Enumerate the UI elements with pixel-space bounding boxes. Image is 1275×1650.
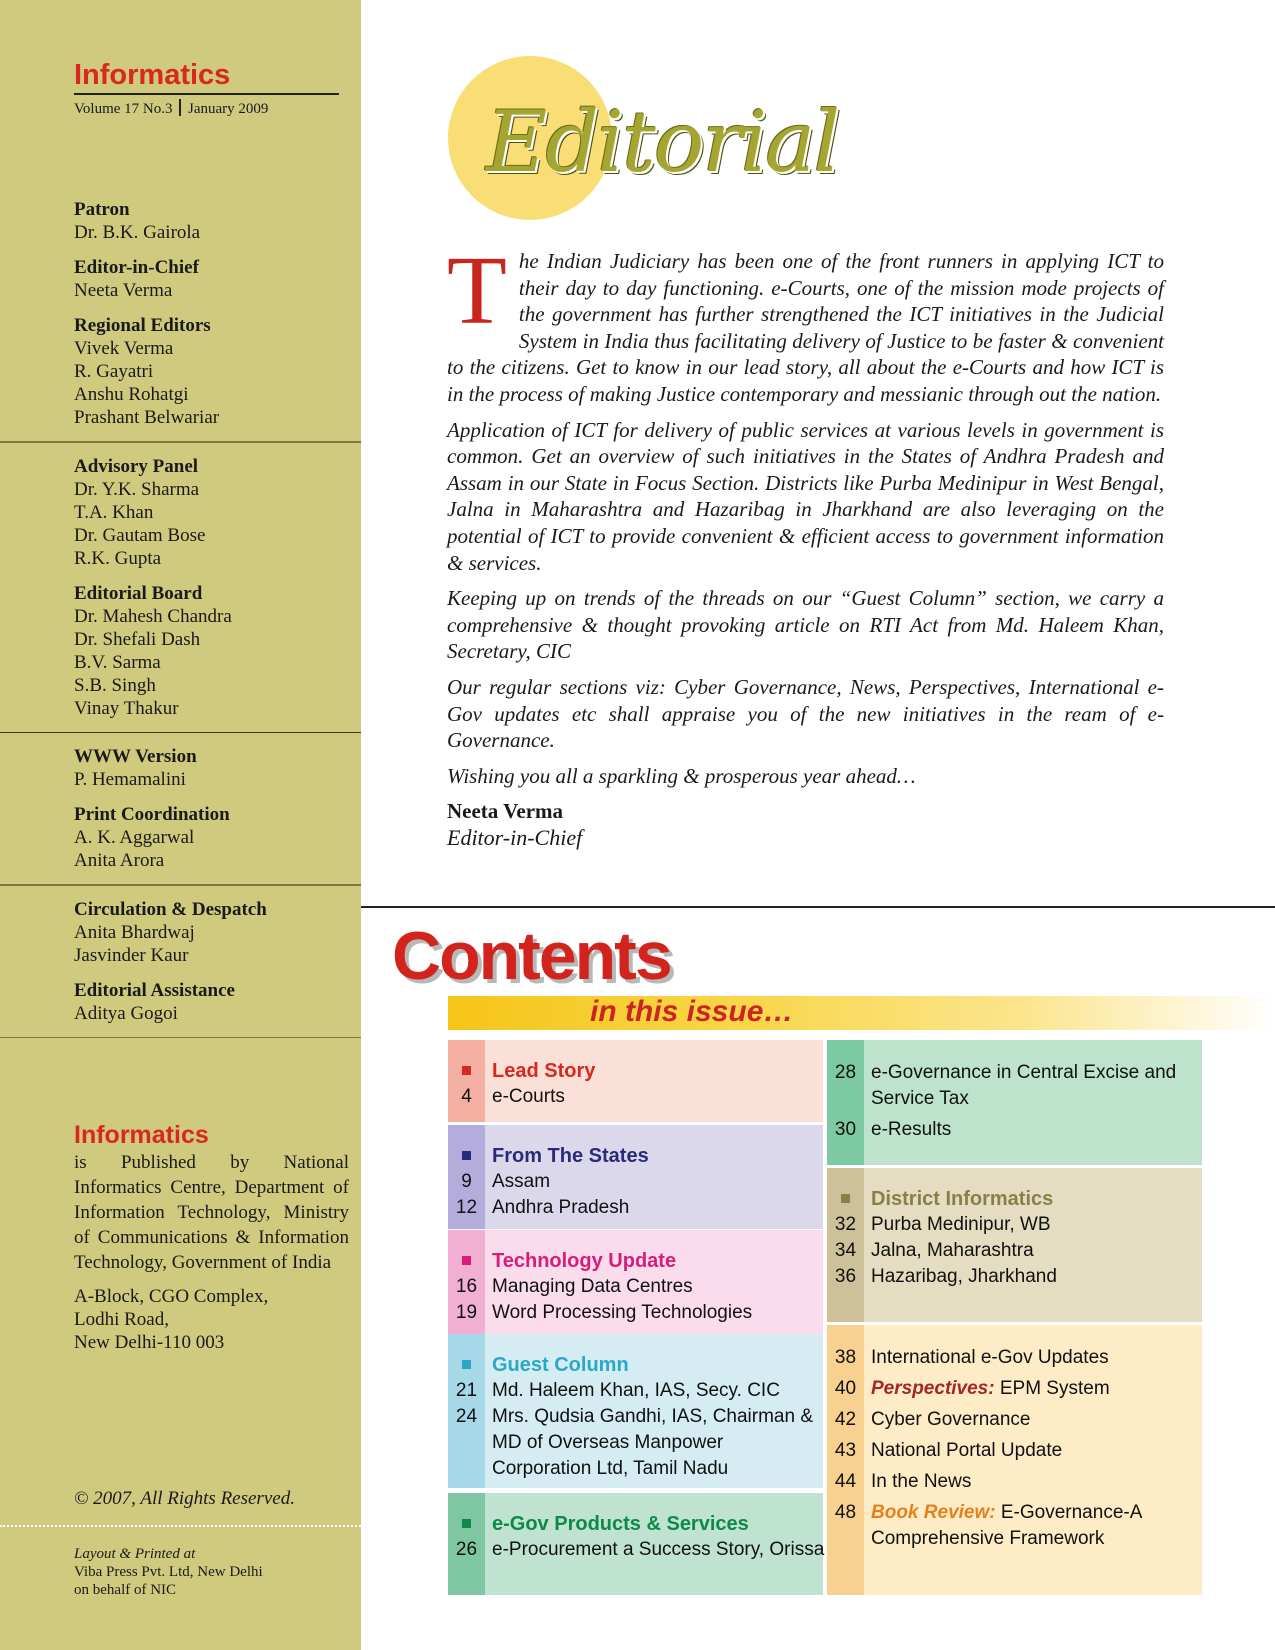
address-line: Lodhi Road, [74, 1309, 169, 1330]
contents-entry[interactable] [827, 1060, 1202, 1086]
address-line: A-Block, CGO Complex, [74, 1286, 269, 1307]
credit-role: Regional Editors [74, 315, 211, 336]
credit-group [74, 314, 354, 429]
contents-entry[interactable] [448, 1537, 823, 1563]
credit-role: WWW Version [74, 746, 197, 767]
contents-entry[interactable] [827, 1212, 1202, 1238]
entry-text: Purba Medinipur, WB [871, 1214, 1051, 1235]
editorial-paragraph: Our regular sections viz: Cyber Governance, News, Perspectives, International e-Gov updates etc shall appraise you of the new initiatives in the ream of e-Governance. [447, 674, 1164, 753]
credit-role: Circulation & Despatch [74, 898, 267, 920]
in-this-issue-label: in this issue… [590, 995, 794, 1028]
credit-name: Dr. Gautam Bose [74, 524, 206, 546]
editorial-paragraph [447, 237, 1164, 408]
printer-credit [74, 1545, 263, 1599]
entry-title [492, 1537, 825, 1563]
credit-name: B.V. Sarma [74, 651, 161, 673]
contents-section [448, 1230, 823, 1334]
credit-role: Patron [74, 199, 130, 220]
credit-group [74, 455, 354, 570]
volume-number: Volume 17 No.3 [74, 101, 173, 117]
entry-title [871, 1407, 1198, 1433]
entry-text: Assam [492, 1171, 551, 1192]
contents-entry[interactable] [448, 1084, 823, 1110]
entry-text: MD of Overseas Manpower [492, 1432, 724, 1453]
editorial-paragraph: Keeping up on trends of the threads on our “Guest Column” section, we carry a comprehensive & thought provoking article on RTI Act from Md. Haleem Khan, Secretary, CIC [447, 586, 1164, 664]
page-number: 32 [834, 1214, 857, 1235]
contents-entry-continuation [448, 1430, 823, 1456]
contents-entry[interactable] [448, 1300, 823, 1326]
sidebar-divider [0, 441, 361, 443]
printer-name: Viba Press Pvt. Ltd, New Delhi [74, 1564, 263, 1580]
sidebar-divider [0, 732, 361, 734]
entry-text: Cyber Governance [871, 1409, 1031, 1430]
copyright-notice: © 2007, All Rights Reserved. [74, 1488, 295, 1509]
credit-name: Dr. B.K. Gairola [74, 222, 201, 243]
entry-text: Word Processing Technologies [492, 1302, 753, 1323]
entry-label: Book Review: [871, 1502, 996, 1523]
sidebar-divider [0, 884, 361, 886]
contents-entry[interactable] [827, 1238, 1202, 1264]
page-number: 9 [461, 1171, 472, 1192]
credit-name: Aditya Gogoi [74, 1002, 178, 1024]
entry-text: e-Courts [492, 1086, 565, 1107]
contents-section [448, 1493, 823, 1595]
entry-text: International e-Gov Updates [871, 1347, 1109, 1368]
contents-entry[interactable] [827, 1264, 1202, 1290]
dotted-divider [0, 1525, 361, 1527]
entry-text: Md. Haleem Khan, IAS, Secy. CIC [492, 1380, 780, 1401]
page-number: 24 [455, 1406, 478, 1427]
contents-heading: Contents [392, 918, 671, 994]
credit-name: S.B. Singh [74, 674, 156, 696]
entry-title [871, 1212, 1198, 1238]
contents-entry[interactable] [448, 1378, 823, 1404]
credit-name: Vivek Verma [74, 338, 174, 359]
signature-name: Neeta Verma [447, 799, 564, 824]
credit-name: R. Gayatri [74, 361, 154, 382]
issue-separator [179, 99, 181, 116]
entry-text: Corporation Ltd, Tamil Nadu [492, 1458, 729, 1479]
issue-date: January 2009 [187, 101, 269, 117]
contents-entry-continuation [448, 1456, 823, 1482]
entry-title [871, 1060, 1198, 1086]
editorial-heading: Editorial [486, 93, 839, 191]
entry-title [871, 1345, 1198, 1371]
page-number: 12 [455, 1197, 478, 1218]
entry-text: Jalna, Maharashtra [871, 1240, 1034, 1261]
page-number: 40 [834, 1378, 857, 1399]
credit-role: Editorial Board [74, 582, 203, 604]
printer-note: on behalf of NIC [74, 1582, 177, 1598]
entry-text: e-Governance in Central Excise and [871, 1062, 1177, 1083]
contents-entry-continuation [827, 1086, 1202, 1112]
entry-text: Mrs. Qudsia Gandhi, IAS, Chairman & [492, 1406, 814, 1427]
credit-role: Editorial Assistance [74, 979, 235, 1001]
editorial-paragraph: Wishing you all a sparkling & prosperous year ahead… [447, 763, 916, 788]
credit-name: Anita Bhardwaj [74, 921, 195, 943]
masthead-rule [74, 93, 339, 95]
credit-name: Prashant Belwariar [74, 407, 220, 428]
page-number: 44 [834, 1471, 857, 1492]
entry-title [871, 1117, 1198, 1143]
page-number: 19 [455, 1302, 478, 1323]
credit-name: P. Hemamalini [74, 769, 186, 790]
entry-title [492, 1378, 819, 1404]
entry-text: Managing Data Centres [492, 1276, 693, 1297]
credit-group [74, 256, 354, 302]
entry-text: Comprehensive Framework [871, 1528, 1105, 1549]
credit-name: Jasvinder Kaur [74, 944, 189, 966]
entry-text: Andhra Pradesh [492, 1197, 630, 1218]
entry-text: In the News [871, 1471, 972, 1492]
contents-entry[interactable] [448, 1195, 823, 1221]
contents-section [448, 1334, 823, 1488]
page-number: 28 [834, 1062, 857, 1083]
contents-entry[interactable] [827, 1469, 1202, 1495]
contents-section [448, 1125, 823, 1229]
credit-name: Vinay Thakur [74, 697, 179, 719]
contents-entry[interactable] [827, 1500, 1202, 1526]
page-number: 42 [834, 1409, 857, 1430]
credit-name: Dr. Y.K. Sharma [74, 478, 200, 500]
credit-role: Editor-in-Chief [74, 257, 199, 278]
section-divider [361, 906, 1275, 908]
credit-group [74, 803, 354, 872]
publisher-title: Informatics [74, 1121, 209, 1149]
page-number: 43 [834, 1440, 857, 1461]
entry-text: e-Results [871, 1119, 952, 1140]
contents-entry[interactable] [448, 1274, 823, 1300]
address-line: New Delhi-110 003 [74, 1332, 225, 1353]
issue-line [74, 99, 268, 119]
contents-entry[interactable] [827, 1376, 1202, 1402]
in-this-issue-banner [448, 996, 1275, 1030]
entry-title [492, 1169, 819, 1195]
printed-by-label: Layout & Printed at [74, 1546, 196, 1562]
entry-text: EPM System [994, 1378, 1110, 1399]
section-title: Technology Update [492, 1250, 677, 1272]
entry-title [871, 1376, 1198, 1402]
credit-role: Print Coordination [74, 804, 230, 825]
masthead-title: Informatics [74, 59, 231, 91]
credit-name: Dr. Mahesh Chandra [74, 605, 232, 627]
contents-entry[interactable] [827, 1117, 1202, 1143]
credit-name: Anita Arora [74, 850, 165, 871]
credit-group [74, 582, 354, 720]
paragraph-text: he Indian Judiciary has been one of the front runners in applying ICT to their day to day functioning. e-Courts, one of the mission mode projects of the government has further strengthened the ICT initiatives in the Judicial System in India thus facilitating delivery of Justice to be faster & convenient to the citizens. Get to know in our lead story, all about the e-Courts and how ICT is in the process of making Justice contemporary and messianic through out the nation. [447, 249, 1164, 406]
editorial-body [447, 237, 1164, 851]
section-title: e-Gov Products & Services [492, 1513, 749, 1535]
credit-group [74, 979, 354, 1025]
credit-name: A. K. Aggarwal [74, 827, 195, 848]
drop-cap: T [447, 237, 507, 345]
page-number: 38 [834, 1347, 857, 1368]
credit-name: T.A. Khan [74, 501, 154, 523]
editorial-paragraph: Application of ICT for delivery of public services at various levels in government is common. Get an overview of such initiatives in the States of Andhra Pradesh and Assam in our State in Focus Section. Districts like Purba Medinipur in West Bengal, Jalna in Maharashtra and Hazaribag in Jharkhand are also leveraging on the potential of ICT to provide convenient & efficient access to government information & services. [447, 417, 1164, 575]
publisher-block [74, 1120, 349, 1354]
section-title: Guest Column [492, 1354, 629, 1376]
page-number: 30 [834, 1119, 857, 1140]
section-title: From The States [492, 1145, 649, 1167]
signature-role: Editor-in-Chief [447, 824, 583, 850]
entry-text: National Portal Update [871, 1440, 1063, 1461]
credit-group [74, 898, 354, 967]
section-title: District Informatics [871, 1188, 1054, 1210]
entry-text: e-Procurement a Success Story, Orissa [492, 1539, 825, 1560]
entry-title [492, 1195, 819, 1221]
contents-entry[interactable] [827, 1438, 1202, 1464]
entry-title [871, 1238, 1198, 1264]
page-number: 4 [461, 1086, 472, 1107]
entry-title [871, 1500, 1198, 1526]
sidebar-divider [0, 1037, 361, 1039]
page-number: 34 [834, 1240, 857, 1261]
contents-section [827, 1325, 1202, 1595]
contents-section [448, 1040, 823, 1122]
credit-name: Dr. Shefali Dash [74, 628, 201, 650]
page-number: 36 [834, 1266, 857, 1287]
entry-title [871, 1469, 1198, 1495]
page-number: 48 [834, 1502, 857, 1523]
contents-entry[interactable] [827, 1407, 1202, 1433]
credit-name: Neeta Verma [74, 280, 173, 301]
entry-title [492, 1274, 819, 1300]
credit-name: Anshu Rohatgi [74, 384, 189, 405]
page-number: 26 [455, 1539, 478, 1560]
page-number: 16 [455, 1276, 478, 1297]
page-number: 21 [455, 1380, 478, 1401]
entry-title [492, 1300, 819, 1326]
contents-section [827, 1040, 1202, 1165]
entry-title [492, 1084, 819, 1110]
contents-section [827, 1168, 1202, 1322]
entry-text: Service Tax [871, 1088, 969, 1109]
credit-name: R.K. Gupta [74, 547, 162, 569]
entry-label: Perspectives: [871, 1378, 995, 1399]
credits-list [74, 198, 354, 1050]
entry-text: Hazaribag, Jharkhand [871, 1266, 1057, 1287]
contents-entry-continuation [827, 1526, 1202, 1552]
credit-role: Advisory Panel [74, 455, 199, 477]
entry-text: E-Governance-A [995, 1502, 1143, 1523]
contents-entry[interactable] [448, 1404, 823, 1430]
credit-group [74, 198, 354, 244]
contents-entry[interactable] [827, 1345, 1202, 1371]
entry-title [492, 1404, 819, 1430]
publisher-text: is Published by National Informatics Centre, Department of Information Technology, Ministry of Communications & Information Technology, Government of India [74, 1152, 349, 1273]
entry-title [871, 1438, 1198, 1464]
entry-title [871, 1264, 1198, 1290]
publisher-address [74, 1285, 349, 1354]
credit-group [74, 745, 354, 791]
section-title: Lead Story [492, 1060, 596, 1082]
contents-entry[interactable] [448, 1169, 823, 1195]
masthead-sidebar [0, 0, 361, 1650]
